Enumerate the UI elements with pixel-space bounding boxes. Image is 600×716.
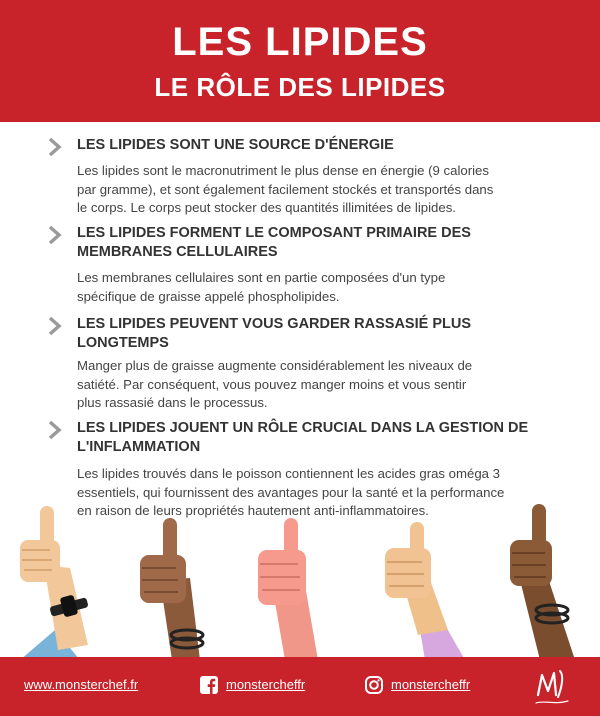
facebook-icon[interactable]: [200, 676, 218, 694]
chevron-right-icon: [48, 137, 62, 157]
thumbs-up-hand-2: [140, 518, 203, 660]
page-subtitle: LE RÔLE DES LIPIDES: [154, 72, 446, 102]
section-body: Les lipides trouvés dans le poisson contiennent les acides gras oméga 3 essentiels, qui fournissent des avantages pour la santé et la performance en raison de leurs propriétés hautement anti-inflammatoires.: [77, 466, 505, 518]
page-title: LES LIPIDES: [172, 20, 428, 64]
instagram-link[interactable]: monstercheffr: [391, 677, 471, 692]
section-title: LES LIPIDES FORMENT LE COMPOSANT PRIMAIRE DES MEMBRANES CELLULAIRES: [77, 225, 471, 260]
chevron-right-icon: [48, 225, 62, 245]
footer-bar: [0, 657, 600, 716]
thumbs-up-hand-3: [258, 518, 318, 660]
facebook-link[interactable]: monstercheffr: [226, 677, 306, 692]
thumbs-up-hand-4: [385, 522, 465, 660]
thumbs-up-illustration: [0, 500, 600, 660]
section-body: Manger plus de graisse augmente considérablement les niveaux de satiété. Par conséquent, vous pouvez manger moins et vous sentir plus rassasié dans le processus.: [77, 358, 473, 410]
website-link[interactable]: www.monsterchef.fr: [24, 677, 139, 692]
thumbs-up-hand-5: [510, 504, 575, 660]
section-title: LES LIPIDES PEUVENT VOUS GARDER RASSASIÉ PLUS LONGTEMPS: [77, 316, 471, 351]
section-title: LES LIPIDES JOUENT UN RÔLE CRUCIAL DANS LA GESTION DE L'INFLAMMATION: [77, 420, 529, 455]
instagram-icon[interactable]: [365, 676, 383, 694]
chevron-right-icon: [48, 316, 62, 336]
header-banner: [0, 0, 600, 122]
section-body: Les lipides sont le macronutriment le plus dense en énergie (9 calories par gramme), et sont également facilement stockés et transportés dans le corps. Le corps peut stocker des quantités illimitées de lipides.: [77, 163, 494, 215]
thumbs-up-hand-1: [20, 506, 89, 660]
section-body: Les membranes cellulaires sont en partie composées d'un type spécifique de graisse appelé phospholipides.: [77, 270, 446, 304]
section-title: LES LIPIDES SONT UNE SOURCE D'ÉNERGIE: [77, 137, 394, 153]
chevron-right-icon: [48, 420, 62, 440]
monster-chef-signature-logo: [530, 665, 574, 709]
